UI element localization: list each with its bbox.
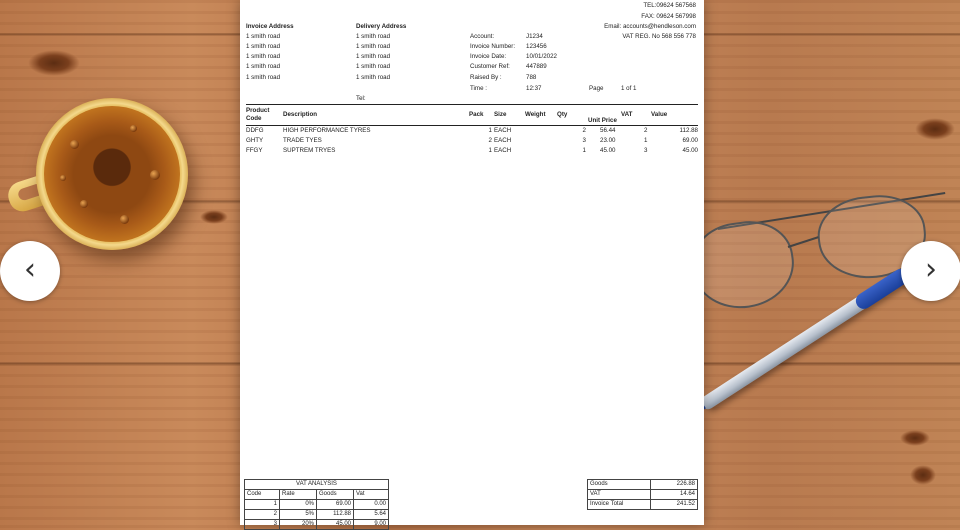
vat-code: 1 — [245, 500, 280, 510]
vat-goods: 45.00 — [317, 520, 354, 530]
company-vat-reg: VAT REG. No 568 556 778 — [622, 33, 696, 40]
line-vat: 2 — [644, 127, 648, 134]
wood-knot — [910, 465, 936, 485]
coffee-bubble — [70, 140, 79, 149]
vat-amount: 5.64 — [354, 510, 389, 520]
vat-row — [245, 500, 389, 510]
header-rule-top — [246, 104, 698, 105]
vat-header-code: Code — [245, 490, 280, 500]
coffee-bubble — [120, 215, 129, 224]
detail-label: Time : — [470, 85, 487, 92]
header-rule-bottom — [246, 125, 698, 126]
delivery-tel-label: Tel: — [356, 95, 366, 102]
vat-amount: 9.00 — [354, 520, 389, 530]
coffee-bubble — [60, 175, 66, 181]
vat-analysis-table — [244, 479, 389, 530]
totals-label: Goods — [588, 480, 651, 490]
invoice-address-line: 1 smith road — [246, 63, 281, 70]
totals-value: 14.64 — [651, 490, 698, 500]
detail-value: 123456 — [526, 43, 547, 50]
line-size: EACH — [494, 147, 512, 154]
totals-row — [588, 490, 698, 500]
col-unit-price: Unit Price — [588, 117, 617, 124]
detail-label: Invoice Date: — [470, 53, 507, 60]
line-qty: 3 — [582, 137, 586, 144]
vat-analysis-title: VAT ANALYSIS — [245, 480, 389, 490]
delivery-address-line: 1 smith road — [356, 74, 391, 81]
invoice-document — [240, 0, 704, 525]
detail-label: Invoice Number: — [470, 43, 516, 50]
chevron-left-icon: ‹ — [24, 252, 36, 287]
coffee-bubble — [80, 200, 88, 208]
totals-table — [587, 479, 698, 510]
detail-value: 788 — [526, 74, 537, 81]
line-pack: 1 — [488, 127, 492, 134]
wood-knot — [200, 210, 228, 224]
vat-rate: 0% — [280, 500, 317, 510]
vat-code: 2 — [245, 510, 280, 520]
vat-header-vat: Vat — [354, 490, 389, 500]
invoice-address-line: 1 smith road — [246, 53, 281, 60]
col-description: Description — [283, 111, 318, 118]
line-unit-price: 45.00 — [600, 147, 616, 154]
delivery-address-line: 1 smith road — [356, 33, 391, 40]
delivery-address-label: Delivery Address — [356, 23, 407, 30]
wood-knot — [915, 118, 955, 140]
delivery-address-line: 1 smith road — [356, 43, 391, 50]
line-qty: 2 — [582, 127, 586, 134]
vat-code: 3 — [245, 520, 280, 530]
page-value: 1 of 1 — [621, 85, 637, 92]
wood-knot — [900, 430, 930, 446]
coffee-bubble — [150, 170, 160, 180]
vat-rate: 20% — [280, 520, 317, 530]
line-vat: 1 — [644, 137, 648, 144]
col-vat: VAT — [621, 111, 633, 118]
detail-label: Account: — [470, 33, 495, 40]
col-pack: Pack — [469, 111, 484, 118]
detail-value: 10/01/2022 — [526, 53, 557, 60]
detail-value: J1234 — [526, 33, 543, 40]
invoice-address-line: 1 smith road — [246, 43, 281, 50]
line-code: GHTY — [246, 137, 264, 144]
totals-value: 226.88 — [651, 480, 698, 490]
line-value: 112.88 — [679, 127, 698, 134]
delivery-address-line: 1 smith road — [356, 63, 391, 70]
vat-rate: 5% — [280, 510, 317, 520]
col-weight: Weight — [525, 111, 546, 118]
totals-label: VAT — [588, 490, 651, 500]
vat-goods: 69.00 — [317, 500, 354, 510]
totals-value: 241.52 — [651, 500, 698, 510]
detail-value: 12:37 — [526, 85, 542, 92]
totals-row — [588, 500, 698, 510]
detail-value: 447889 — [526, 63, 547, 70]
glasses-bridge — [788, 236, 819, 248]
detail-label: Raised By : — [470, 74, 502, 81]
carousel-prev-button[interactable] — [0, 241, 60, 301]
col-size: Size — [494, 111, 507, 118]
line-unit-price: 23.00 — [600, 137, 616, 144]
invoice-address-line: 1 smith road — [246, 74, 281, 81]
wood-knot — [28, 50, 80, 76]
line-description: HIGH PERFORMANCE TYRES — [283, 127, 371, 134]
vat-header-rate: Rate — [280, 490, 317, 500]
invoice-address-label: Invoice Address — [246, 23, 294, 30]
page-label: Page — [589, 85, 604, 92]
totals-label: Invoice Total — [588, 500, 651, 510]
company-fax: FAX: 09624 567998 — [641, 13, 696, 20]
vat-header-goods: Goods — [317, 490, 354, 500]
line-pack: 2 — [488, 137, 492, 144]
coffee-bubble — [130, 125, 137, 132]
company-tel: TEL:09624 567568 — [643, 2, 696, 9]
invoice-address-line: 1 smith road — [246, 33, 281, 40]
col-value: Value — [651, 111, 668, 118]
line-qty: 1 — [582, 147, 586, 154]
line-value: 45.00 — [682, 147, 698, 154]
line-pack: 1 — [488, 147, 492, 154]
line-size: EACH — [494, 137, 512, 144]
vat-amount: 0.00 — [354, 500, 389, 510]
line-value: 69.00 — [682, 137, 698, 144]
col-qty: Qty — [557, 111, 568, 118]
line-code: FFGY — [246, 147, 263, 154]
line-description: TRADE TYES — [283, 137, 322, 144]
totals-row — [588, 480, 698, 490]
delivery-address-line: 1 smith road — [356, 53, 391, 60]
vat-row — [245, 510, 389, 520]
col-product-code: Product Code — [246, 107, 270, 122]
chevron-right-icon: › — [925, 252, 937, 287]
detail-label: Customer Ref: — [470, 63, 510, 70]
line-description: SUPTREM TRYES — [283, 147, 336, 154]
vat-goods: 112.88 — [317, 510, 354, 520]
line-unit-price: 56.44 — [600, 127, 616, 134]
line-code: DDFG — [246, 127, 264, 134]
line-vat: 3 — [644, 147, 648, 154]
carousel-next-button[interactable] — [901, 241, 960, 301]
company-email: Email: accounts@hendleson.com — [604, 23, 696, 30]
line-size: EACH — [494, 127, 512, 134]
